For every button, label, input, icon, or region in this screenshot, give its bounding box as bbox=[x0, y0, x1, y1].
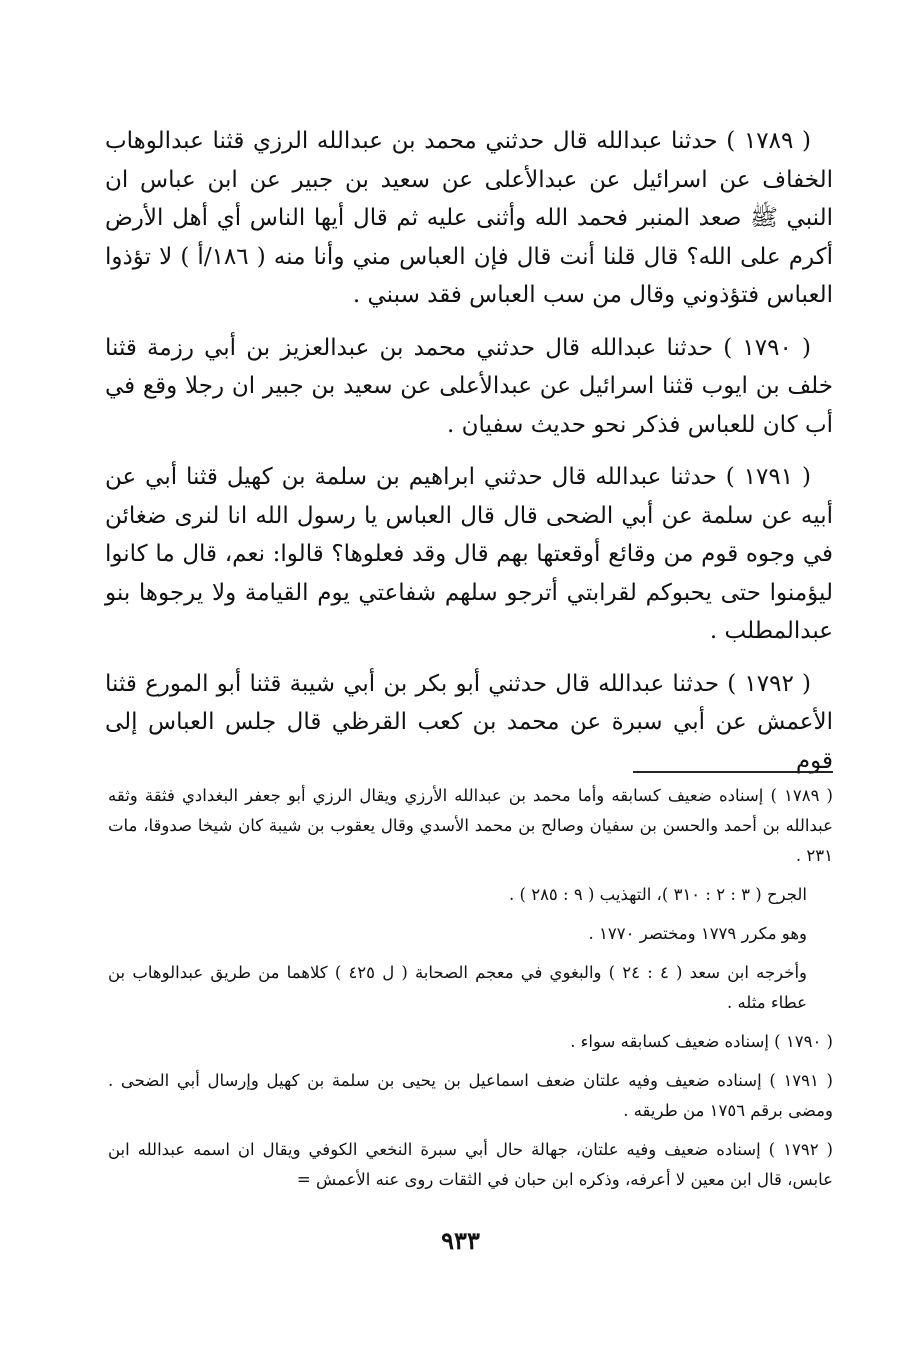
page-number: ٩٣٣ bbox=[441, 1226, 480, 1255]
hadith-1790: ( ١٧٩٠ ) حدثنا عبدالله قال حدثني محمد بن عبدالعزيز بن أبي رزمة قثنا خلف بن ايوب قثنا اسرائيل عن عبدالأعلى عن سعيد بن جبير ان رجلا وقع في أب كان للعباس فذكر نحو حديث سفيان . bbox=[105, 334, 833, 438]
footnote-separator bbox=[633, 771, 833, 773]
footnote-1790: ( ١٧٩٠ ) إسناده ضعيف كسابقه سواء . bbox=[570, 1032, 833, 1051]
footnotes bbox=[108, 781, 833, 1204]
footnote-1789-takhrij: وأخرجه ابن سعد ( ٤ : ٢٤ ) والبغوي في معجم الصحابة ( ل ٤٢٥ ) كلاهما من طريق عبدالوهاب بن عطاء مثله . bbox=[108, 963, 807, 1012]
main-text bbox=[105, 122, 833, 794]
hadith-1792: ( ١٧٩٢ ) حدثنا عبدالله قال حدثني أبو بكر بن أبي شيبة قثنا أبو المورع قثنا الأعمش عن أبي سبرة عن محمد بن كعب القرظي قال جلس العباس إلى قوم bbox=[105, 670, 833, 774]
footnote-1789-sources: الجرح ( ٣ : ٢ : ٣١٠ )، التهذيب ( ٩ : ٢٨٥ ) . bbox=[509, 885, 807, 904]
footnote-1789-repeat: وهو مكرر ١٧٧٩ ومختصر ١٧٧٠ . bbox=[588, 924, 807, 943]
hadith-1791: ( ١٧٩١ ) حدثنا عبدالله قال حدثني ابراهيم بن سلمة بن كهيل قثنا أبي عن أبيه عن سلمة عن أبي الضحى قال قال العباس يا رسول الله انا لنرى ضغائن في وجوه قوم من وقائع أوقعتها بهم قال وقد فعلوها؟ قالوا: نعم، قال ما كانوا ليؤمنوا حتى يحبوكم لقرابتي أترجو سلهم شفاعتي يوم القيامة ولا يرجوها بنو عبدالمطلب . bbox=[105, 464, 833, 644]
footnote-1789: ( ١٧٨٩ ) إسناده ضعيف كسابقه وأما محمد بن عبدالله الأرزي ويقال الرزي أبو جعفر البغدادي فثقة وثقه عبدالله بن أحمد والحسن بن سفيان وصالح بن محمد الأسدي وقال يعقوب بن شيبة كان شيخا صدوقا، مات ٢٣١ . bbox=[108, 786, 833, 865]
footnote-1791: ( ١٧٩١ ) إسناده ضعيف وفيه علتان ضعف اسماعيل بن يحيى بن سلمة بن كهيل وإرسال أبي الضحى . ومضى برقم ١٧٥٦ من طريقه . bbox=[108, 1071, 833, 1120]
hadith-1789: ( ١٧٨٩ ) حدثنا عبدالله قال حدثني محمد بن عبدالله الرزي قثنا عبدالوهاب الخفاف عن اسرائيل عن عبدالأعلى عن سعيد بن جبير عن ابن عباس ان النبي ﷺ صعد المنبر فحمد الله وأثنى عليه ثم قال أيها الناس أي أهل الأرض أكرم على الله؟ قال قلنا أنت قال فإن العباس مني وأنا منه ( ١٨٦/أ ) لا تؤذوا العباس فتؤذوني وقال من سب العباس فقد سبني . bbox=[105, 128, 834, 308]
footnote-1792: ( ١٧٩٢ ) إسناده ضعيف وفيه علتان، جهالة حال أبي سبرة النخعي الكوفي ويقال ان اسمه عبدالله ابن عابس، قال ابن معين لا أعرفه، وذكره ابن حبان في الثقات روى عنه الأعمش = bbox=[108, 1140, 833, 1189]
